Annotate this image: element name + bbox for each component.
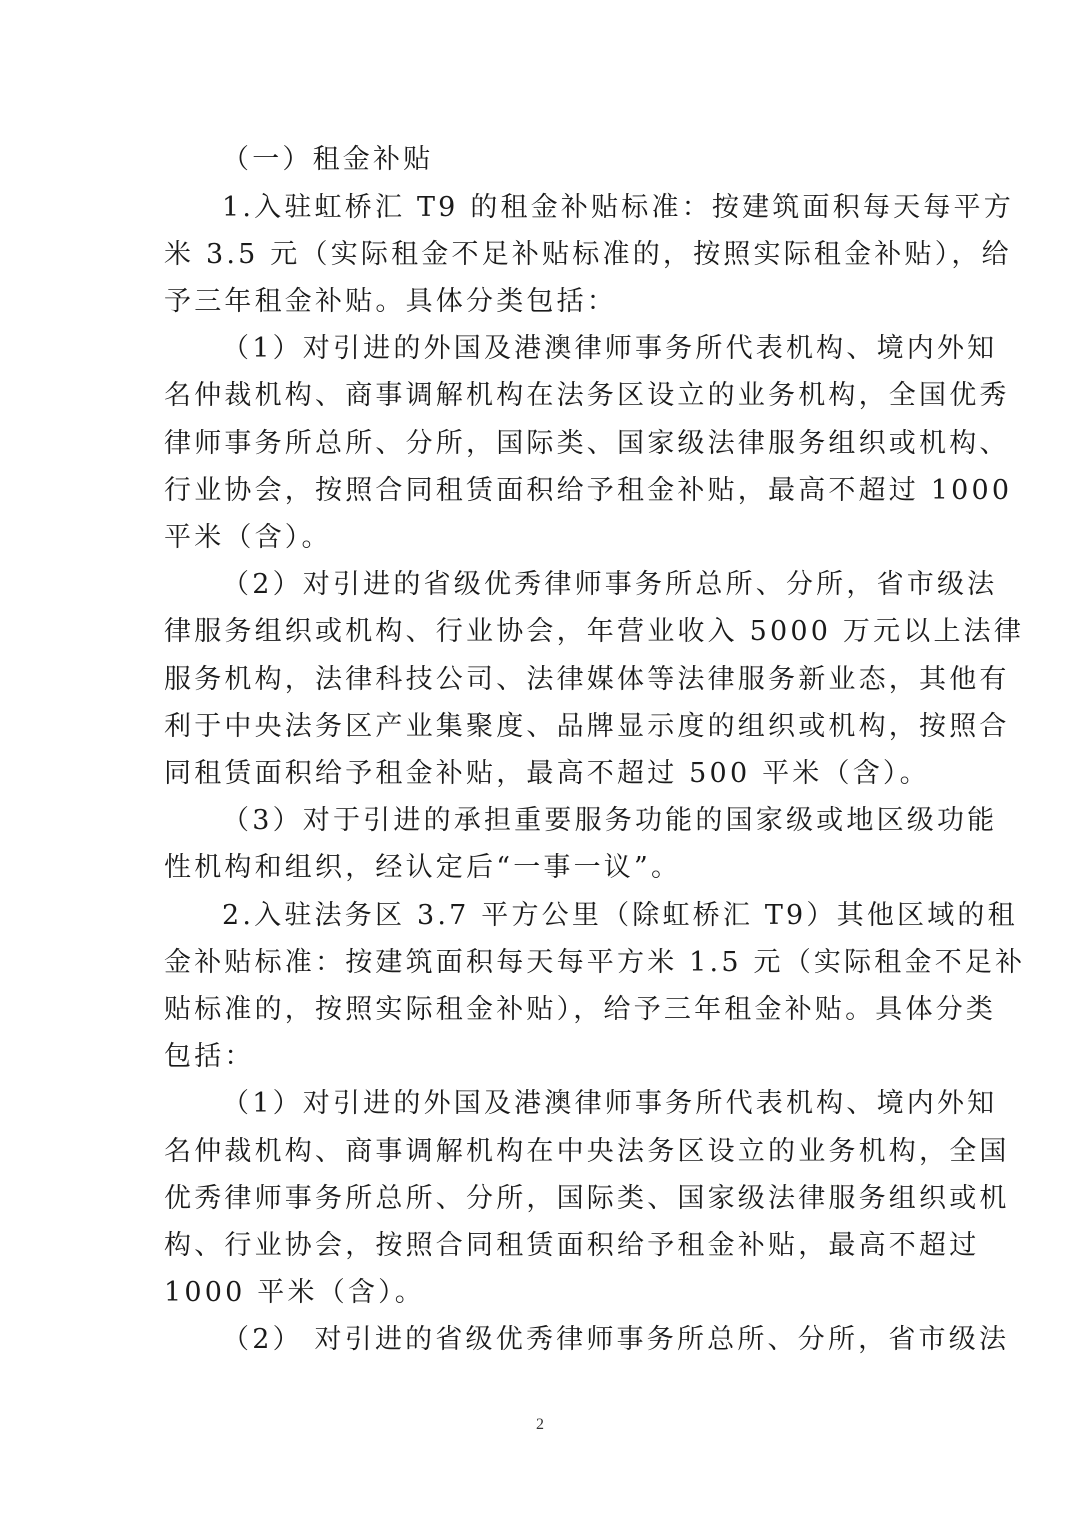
paragraph-line: 2.入驻法务区 3.7 平方公里（除虹桥汇 T9）其他区域的租 <box>222 900 1018 931</box>
paragraph-line: 服务机构，法律科技公司、法律媒体等法律服务新业态，其他有 <box>164 664 1010 695</box>
paragraph-line: 1000 平米（含）。 <box>164 1277 425 1308</box>
paragraph-line: （2） 对引进的省级优秀律师事务所总所、分所，省市级法 <box>222 1324 1010 1355</box>
paragraph-line: 优秀律师事务所总所、分所，国际类、国家级法律服务组织或机 <box>164 1183 1010 1214</box>
page-number: 2 <box>536 1416 544 1433</box>
section-heading: （一）租金补贴 <box>222 144 434 175</box>
paragraph-line: 律师事务所总所、分所，国际类、国家级法律服务组织或机构、 <box>164 428 1010 459</box>
paragraph-line: 米 3.5 元（实际租金不足补贴标准的，按照实际租金补贴），给 <box>164 239 1012 270</box>
paragraph-line: 行业协会，按照合同租赁面积给予租金补贴，最高不超过 1000 <box>164 475 1013 506</box>
paragraph-line: 利于中央法务区产业集聚度、品牌显示度的组织或机构，按照合 <box>164 711 1010 742</box>
paragraph-line: （1）对引进的外国及港澳律师事务所代表机构、境内外知 <box>222 333 998 364</box>
paragraph-line: 同租赁面积给予租金补贴，最高不超过 500 平米（含）。 <box>164 758 930 789</box>
paragraph-line: 1.入驻虹桥汇 T9 的租金补贴标准：按建筑面积每天每平方 <box>222 192 1014 223</box>
paragraph-line: 性机构和组织，经认定后“一事一议”。 <box>164 852 682 883</box>
paragraph-line: 平米（含）。 <box>164 522 332 553</box>
paragraph-line: 贴标准的，按照实际租金补贴），给予三年租金补贴。具体分类 <box>164 994 997 1025</box>
paragraph-line: 构、行业协会，按照合同租赁面积给予租金补贴，最高不超过 <box>164 1230 980 1261</box>
paragraph-line: 予三年租金补贴。具体分类包括： <box>164 286 617 317</box>
paragraph-line: 名仲裁机构、商事调解机构在法务区设立的业务机构，全国优秀 <box>164 380 1010 411</box>
paragraph-line: 金补贴标准：按建筑面积每天每平方米 1.5 元（实际租金不足补 <box>164 947 1026 978</box>
paragraph-line: （1）对引进的外国及港澳律师事务所代表机构、境内外知 <box>222 1088 998 1119</box>
paragraph-line: （2）对引进的省级优秀律师事务所总所、分所，省市级法 <box>222 569 998 600</box>
paragraph-line: 包括： <box>164 1041 255 1072</box>
paragraph-line: 名仲裁机构、商事调解机构在中央法务区设立的业务机构，全国 <box>164 1136 1010 1167</box>
paragraph-line: （3）对于引进的承担重要服务功能的国家级或地区级功能 <box>222 805 998 836</box>
paragraph-line: 律服务组织或机构、行业协会，年营业收入 5000 万元以上法律 <box>164 616 1025 647</box>
